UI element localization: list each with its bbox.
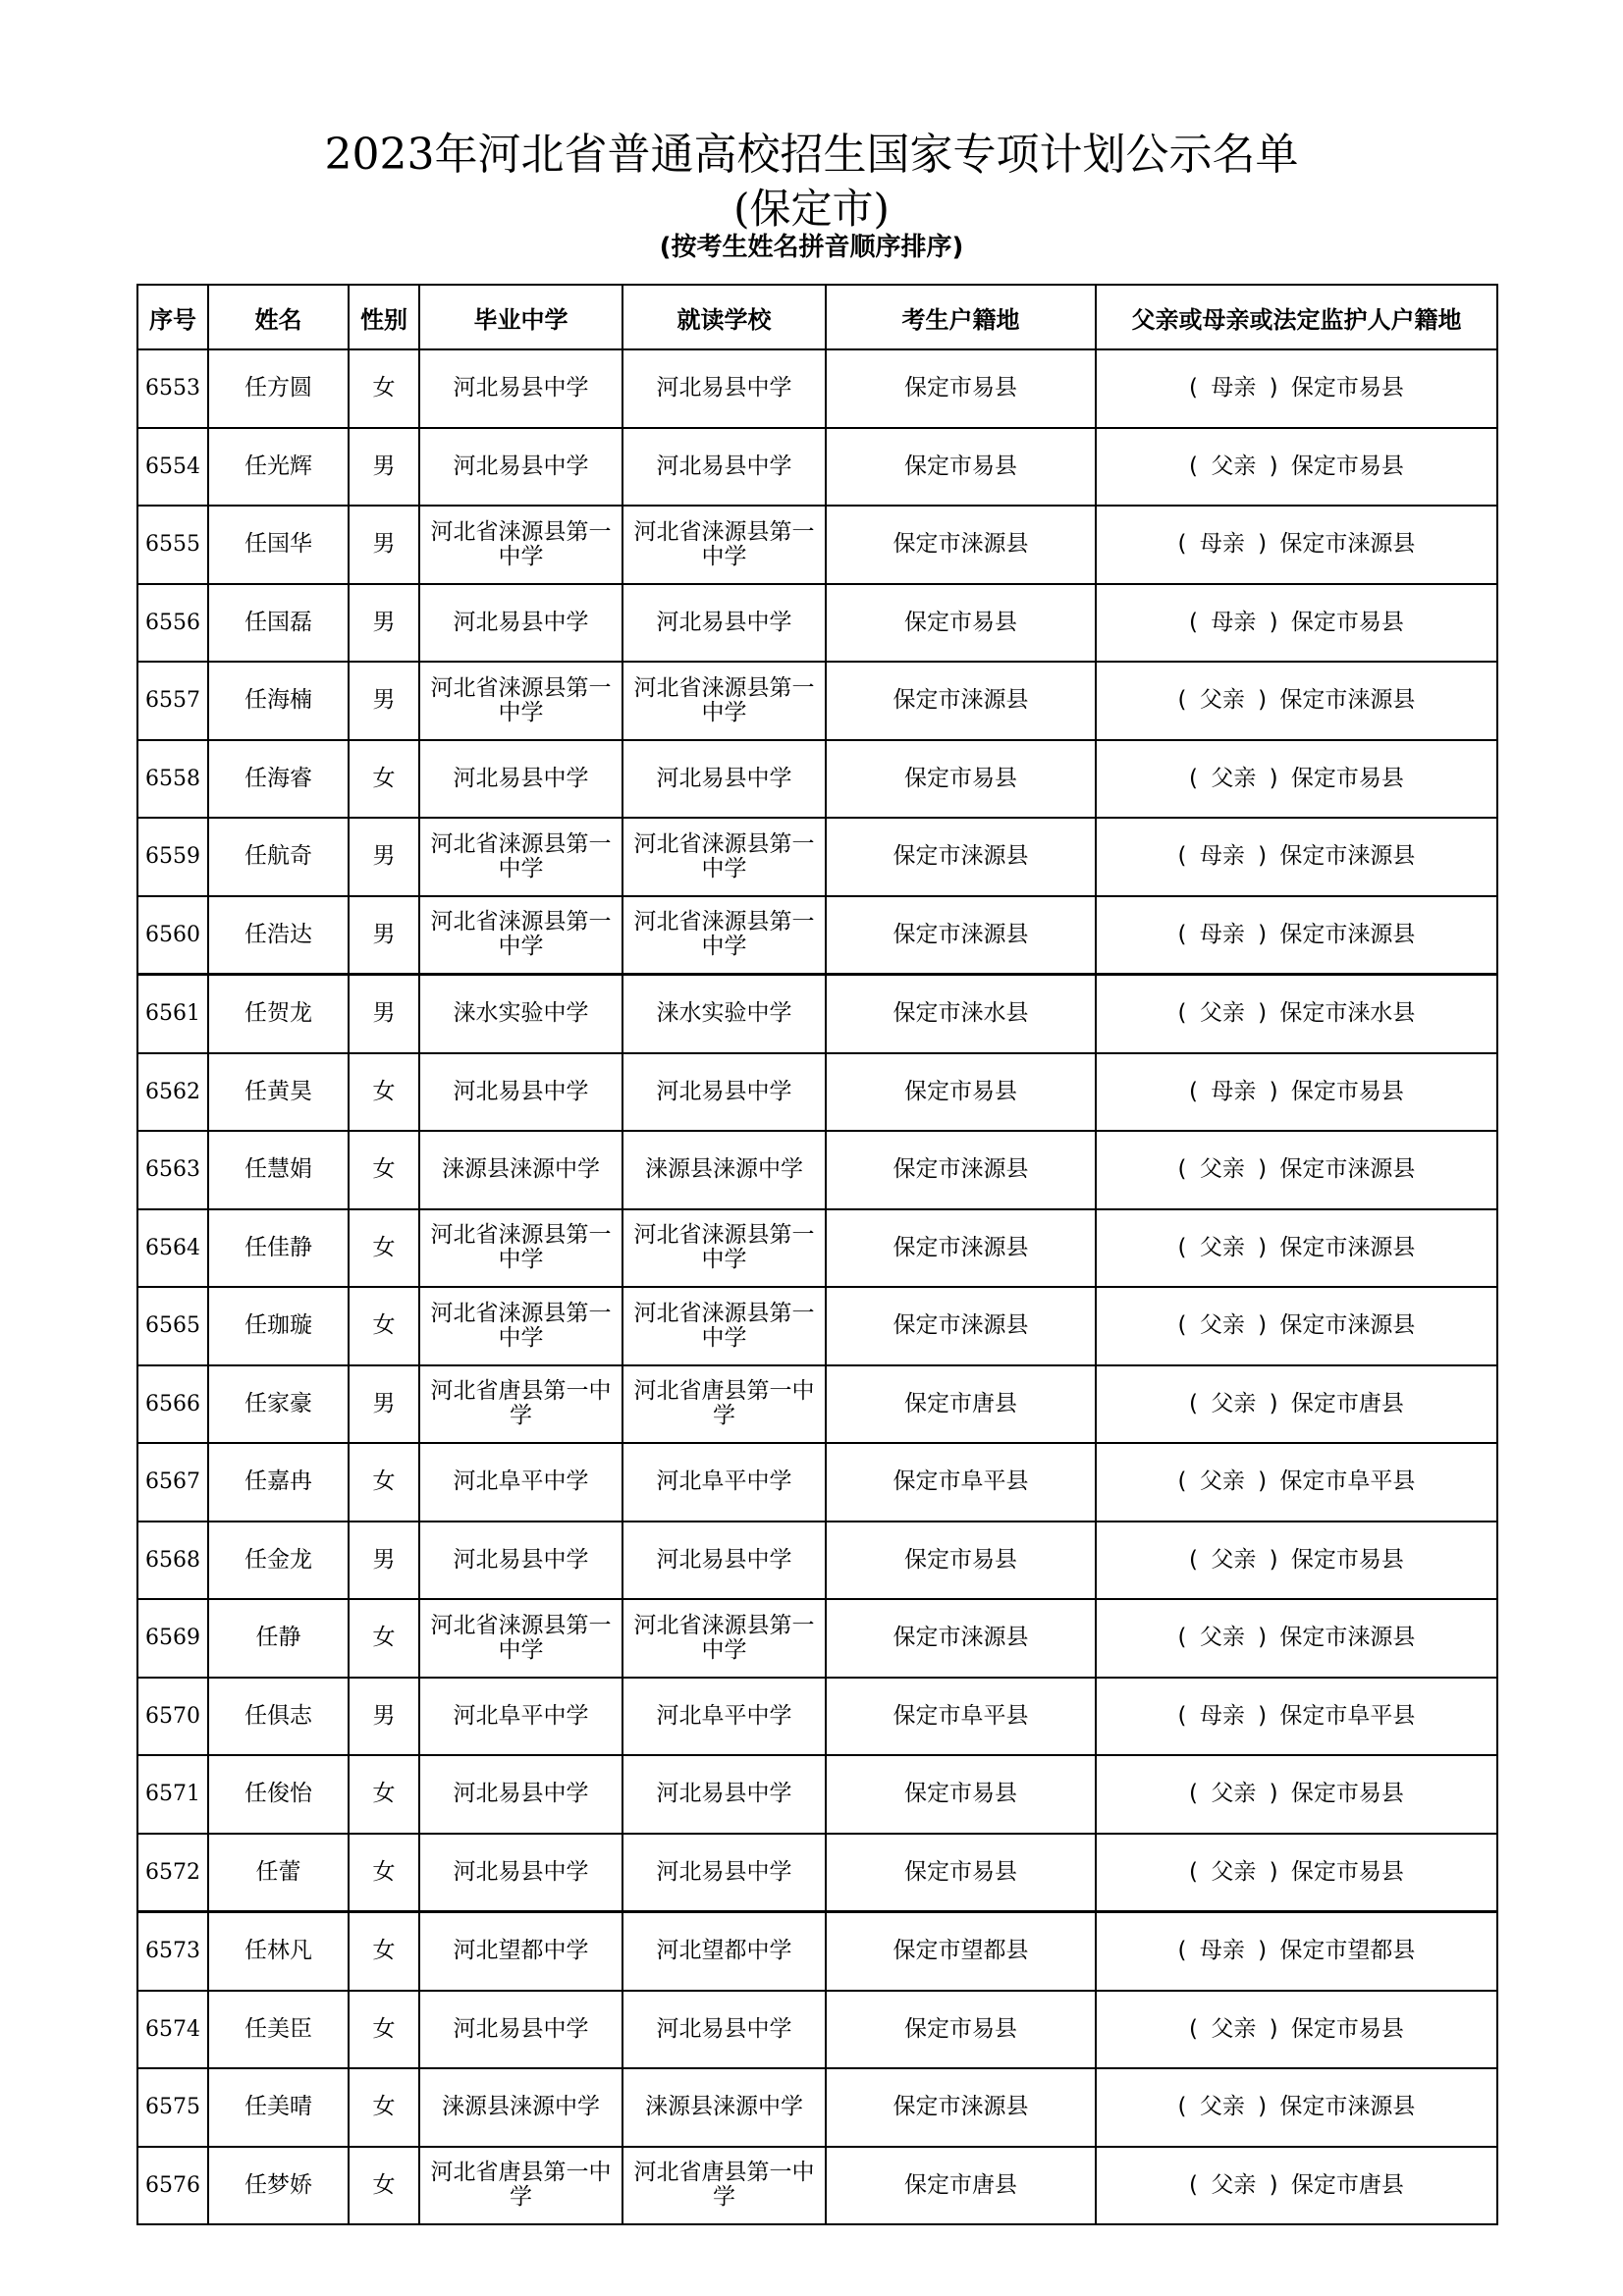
table-row [137,818,1497,896]
table-row [137,1599,1497,1678]
guardian-residence-cell: ( 父亲 ) 保定市涞源县 [1096,1209,1497,1288]
seq-cell: 6555 [137,506,208,584]
graduation-school-cell: 河北易县中学 [419,1053,622,1132]
header-graduation-school: 毕业中学 [419,285,622,349]
table-row [137,740,1497,819]
guardian-residence-cell: ( 母亲 ) 保定市涞源县 [1096,506,1497,584]
graduation-school-cell: 河北易县中学 [419,740,622,819]
table-row [137,1053,1497,1132]
residence-cell: 保定市易县 [826,428,1096,507]
name-cell: 任家豪 [208,1365,349,1444]
seq-cell: 6559 [137,818,208,896]
residence-cell: 保定市涞源县 [826,1599,1096,1678]
guardian-residence-cell: ( 父亲 ) 保定市易县 [1096,1991,1497,2069]
table-row [137,1365,1497,1444]
guardian-residence-cell: ( 母亲 ) 保定市阜平县 [1096,1678,1497,1756]
gender-cell: 男 [349,818,419,896]
residence-cell: 保定市涞源县 [826,2068,1096,2147]
seq-cell: 6567 [137,1443,208,1522]
graduation-school-cell: 河北省涞源县第一中学 [419,1287,622,1365]
page-subtitle: (保定市) [733,185,890,233]
current-school-cell: 河北易县中学 [622,1053,826,1132]
graduation-school-cell: 河北省涞源县第一中学 [419,896,622,975]
graduation-school-cell: 河北易县中学 [419,584,622,663]
gender-cell: 男 [349,428,419,507]
residence-cell: 保定市涞源县 [826,662,1096,740]
guardian-residence-cell: ( 父亲 ) 保定市涞源县 [1096,2068,1497,2147]
gender-cell: 女 [349,2147,419,2225]
table-row [137,1287,1497,1365]
residence-cell: 保定市易县 [826,1755,1096,1834]
residence-cell: 保定市涞水县 [826,975,1096,1053]
name-cell: 任海楠 [208,662,349,740]
seq-cell: 6563 [137,1131,208,1209]
table-row [137,349,1497,428]
gender-cell: 女 [349,1053,419,1132]
current-school-cell: 河北易县中学 [622,740,826,819]
residence-cell: 保定市涞源县 [826,506,1096,584]
name-cell: 任国华 [208,506,349,584]
name-cell: 任蕾 [208,1834,349,1912]
graduation-school-cell: 河北易县中学 [419,1755,622,1834]
guardian-residence-cell: ( 父亲 ) 保定市涞源县 [1096,1287,1497,1365]
gender-cell: 女 [349,349,419,428]
name-cell: 任俊怡 [208,1755,349,1834]
current-school-cell: 河北省涞源县第一中学 [622,1209,826,1288]
name-cell: 任黄昊 [208,1053,349,1132]
graduation-school-cell: 河北省涞源县第一中学 [419,818,622,896]
guardian-residence-cell: ( 父亲 ) 保定市易县 [1096,1522,1497,1600]
guardian-residence-cell: ( 父亲 ) 保定市易县 [1096,428,1497,507]
current-school-cell: 河北省涞源县第一中学 [622,1287,826,1365]
residence-cell: 保定市唐县 [826,1365,1096,1444]
name-cell: 任梦娇 [208,2147,349,2225]
guardian-residence-cell: ( 父亲 ) 保定市涞源县 [1096,1599,1497,1678]
name-cell: 任美晴 [208,2068,349,2147]
current-school-cell: 河北易县中学 [622,1991,826,2069]
seq-cell: 6572 [137,1834,208,1912]
graduation-school-cell: 河北易县中学 [419,1991,622,2069]
graduation-school-cell: 河北易县中学 [419,1522,622,1600]
current-school-cell: 涞源县涞源中学 [622,2068,826,2147]
residence-cell: 保定市易县 [826,1834,1096,1912]
table-row [137,1131,1497,1209]
guardian-residence-cell: ( 母亲 ) 保定市易县 [1096,584,1497,663]
residence-cell: 保定市易县 [826,584,1096,663]
residence-cell: 保定市阜平县 [826,1443,1096,1522]
current-school-cell: 涞源县涞源中学 [622,1131,826,1209]
gender-cell: 男 [349,506,419,584]
gender-cell: 女 [349,1912,419,1991]
seq-cell: 6574 [137,1991,208,2069]
page-title: 2023年河北省普通高校招生国家专项计划公示名单 [324,130,1299,180]
table-row [137,1522,1497,1600]
table-row [137,1443,1497,1522]
table-row [137,975,1497,1053]
seq-cell: 6556 [137,584,208,663]
current-school-cell: 河北易县中学 [622,584,826,663]
current-school-cell: 河北省唐县第一中学 [622,2147,826,2225]
current-school-cell: 涞水实验中学 [622,975,826,1053]
gender-cell: 男 [349,975,419,1053]
graduation-school-cell: 河北易县中学 [419,349,622,428]
name-cell: 任海睿 [208,740,349,819]
header-guardian-residence: 父亲或母亲或法定监护人户籍地 [1096,285,1497,349]
header-gender: 性别 [349,285,419,349]
graduation-school-cell: 河北省涞源县第一中学 [419,506,622,584]
current-school-cell: 河北易县中学 [622,1834,826,1912]
gender-cell: 女 [349,1287,419,1365]
graduation-school-cell: 河北易县中学 [419,428,622,507]
guardian-residence-cell: ( 母亲 ) 保定市易县 [1096,349,1497,428]
residence-cell: 保定市涞源县 [826,1131,1096,1209]
current-school-cell: 河北望都中学 [622,1912,826,1991]
graduation-school-cell: 河北省涞源县第一中学 [419,662,622,740]
table-row [137,662,1497,740]
seq-cell: 6571 [137,1755,208,1834]
table-row [137,1912,1497,1991]
name-cell: 任佳静 [208,1209,349,1288]
gender-cell: 男 [349,584,419,663]
table-row [137,896,1497,975]
graduation-school-cell: 涞水实验中学 [419,975,622,1053]
current-school-cell: 河北省涞源县第一中学 [622,506,826,584]
seq-cell: 6573 [137,1912,208,1991]
table-row [137,1755,1497,1834]
residence-cell: 保定市易县 [826,1991,1096,2069]
guardian-residence-cell: ( 父亲 ) 保定市唐县 [1096,2147,1497,2225]
header-name: 姓名 [208,285,349,349]
seq-cell: 6553 [137,349,208,428]
current-school-cell: 河北省涞源县第一中学 [622,896,826,975]
current-school-cell: 河北省涞源县第一中学 [622,1599,826,1678]
name-cell: 任光辉 [208,428,349,507]
guardian-residence-cell: ( 母亲 ) 保定市涞源县 [1096,896,1497,975]
name-cell: 任浩达 [208,896,349,975]
seq-cell: 6566 [137,1365,208,1444]
residence-cell: 保定市易县 [826,1522,1096,1600]
gender-cell: 女 [349,1209,419,1288]
graduation-school-cell: 河北易县中学 [419,1834,622,1912]
seq-cell: 6576 [137,2147,208,2225]
name-cell: 任航奇 [208,818,349,896]
current-school-cell: 河北易县中学 [622,428,826,507]
current-school-cell: 河北易县中学 [622,1522,826,1600]
guardian-residence-cell: ( 父亲 ) 保定市涞水县 [1096,975,1497,1053]
guardian-residence-cell: ( 父亲 ) 保定市涞源县 [1096,1131,1497,1209]
gender-cell: 女 [349,1131,419,1209]
table-row [137,1834,1497,1912]
seq-cell: 6570 [137,1678,208,1756]
name-cell: 任美臣 [208,1991,349,2069]
seq-cell: 6561 [137,975,208,1053]
graduation-school-cell: 河北省唐县第一中学 [419,1365,622,1444]
header-seq: 序号 [137,285,208,349]
graduation-school-cell: 河北望都中学 [419,1912,622,1991]
guardian-residence-cell: ( 父亲 ) 保定市阜平县 [1096,1443,1497,1522]
guardian-residence-cell: ( 父亲 ) 保定市唐县 [1096,1365,1497,1444]
table-row [137,1678,1497,1756]
current-school-cell: 河北易县中学 [622,349,826,428]
table-row [137,2068,1497,2147]
guardian-residence-cell: ( 母亲 ) 保定市望都县 [1096,1912,1497,1991]
guardian-residence-cell: ( 母亲 ) 保定市涞源县 [1096,818,1497,896]
seq-cell: 6562 [137,1053,208,1132]
name-cell: 任金龙 [208,1522,349,1600]
guardian-residence-cell: ( 父亲 ) 保定市易县 [1096,1755,1497,1834]
table-row [137,1209,1497,1288]
seq-cell: 6568 [137,1522,208,1600]
residence-cell: 保定市阜平县 [826,1678,1096,1756]
table-row [137,506,1497,584]
gender-cell: 女 [349,2068,419,2147]
current-school-cell: 河北省涞源县第一中学 [622,662,826,740]
residence-cell: 保定市易县 [826,349,1096,428]
residence-cell: 保定市易县 [826,740,1096,819]
header-current-school: 就读学校 [622,285,826,349]
name-cell: 任贺龙 [208,975,349,1053]
name-cell: 任国磊 [208,584,349,663]
gender-cell: 男 [349,1522,419,1600]
gender-cell: 女 [349,1599,419,1678]
seq-cell: 6575 [137,2068,208,2147]
residence-cell: 保定市涞源县 [826,1209,1096,1288]
residence-cell: 保定市涞源县 [826,1287,1096,1365]
gender-cell: 女 [349,1991,419,2069]
seq-cell: 6558 [137,740,208,819]
guardian-residence-cell: ( 母亲 ) 保定市易县 [1096,1053,1497,1132]
residence-cell: 保定市唐县 [826,2147,1096,2225]
graduation-school-cell: 河北阜平中学 [419,1443,622,1522]
seq-cell: 6569 [137,1599,208,1678]
gender-cell: 女 [349,740,419,819]
sort-note: (按考生姓名拼音顺序排序) [659,233,964,262]
table-row [137,2147,1497,2225]
table-row [137,584,1497,663]
table-row [137,428,1497,507]
seq-cell: 6557 [137,662,208,740]
graduation-school-cell: 涞源县涞源中学 [419,1131,622,1209]
seq-cell: 6565 [137,1287,208,1365]
current-school-cell: 河北省涞源县第一中学 [622,818,826,896]
guardian-residence-cell: ( 父亲 ) 保定市涞源县 [1096,662,1497,740]
graduation-school-cell: 河北阜平中学 [419,1678,622,1756]
residence-cell: 保定市涞源县 [826,818,1096,896]
student-list-table [136,284,1498,2225]
table-body [137,349,1497,2224]
residence-cell: 保定市涞源县 [826,896,1096,975]
graduation-school-cell: 涞源县涞源中学 [419,2068,622,2147]
table-row [137,1991,1497,2069]
table-header-row [137,285,1497,349]
gender-cell: 男 [349,1365,419,1444]
name-cell: 任嘉冉 [208,1443,349,1522]
name-cell: 任慧娟 [208,1131,349,1209]
graduation-school-cell: 河北省涞源县第一中学 [419,1209,622,1288]
gender-cell: 女 [349,1755,419,1834]
residence-cell: 保定市易县 [826,1053,1096,1132]
name-cell: 任俱志 [208,1678,349,1756]
residence-cell: 保定市望都县 [826,1912,1096,1991]
guardian-residence-cell: ( 父亲 ) 保定市易县 [1096,1834,1497,1912]
guardian-residence-cell: ( 父亲 ) 保定市易县 [1096,740,1497,819]
current-school-cell: 河北阜平中学 [622,1443,826,1522]
gender-cell: 男 [349,662,419,740]
gender-cell: 女 [349,1834,419,1912]
name-cell: 任方圆 [208,349,349,428]
seq-cell: 6560 [137,896,208,975]
name-cell: 任珈璇 [208,1287,349,1365]
graduation-school-cell: 河北省涞源县第一中学 [419,1599,622,1678]
graduation-school-cell: 河北省唐县第一中学 [419,2147,622,2225]
current-school-cell: 河北省唐县第一中学 [622,1365,826,1444]
header-student-residence: 考生户籍地 [826,285,1096,349]
gender-cell: 女 [349,1443,419,1522]
gender-cell: 男 [349,1678,419,1756]
gender-cell: 男 [349,896,419,975]
seq-cell: 6564 [137,1209,208,1288]
current-school-cell: 河北易县中学 [622,1755,826,1834]
name-cell: 任静 [208,1599,349,1678]
current-school-cell: 河北阜平中学 [622,1678,826,1756]
seq-cell: 6554 [137,428,208,507]
name-cell: 任林凡 [208,1912,349,1991]
